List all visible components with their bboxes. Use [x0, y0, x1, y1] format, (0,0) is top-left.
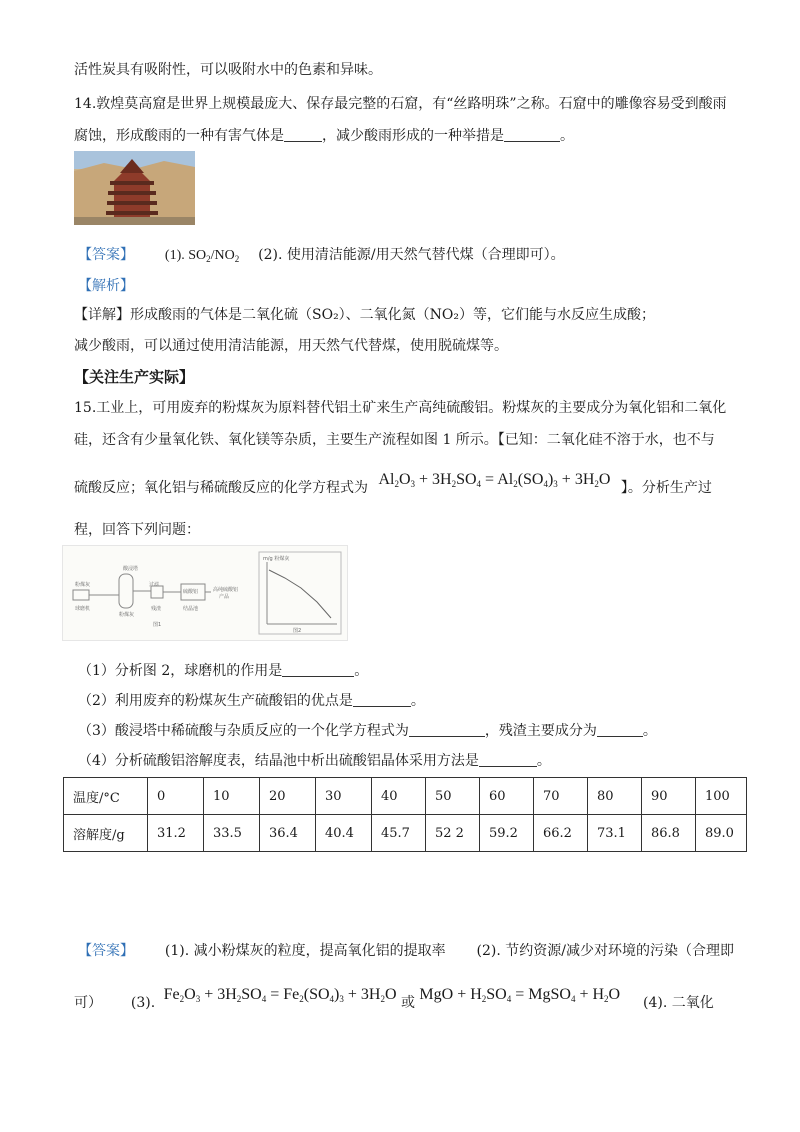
text-span: ，残渣主要成分为 [484, 723, 597, 739]
table-row [64, 778, 747, 815]
answer-part-2: (2). 节约资源/减少对环境的污染（合理即 [476, 943, 734, 959]
text-span: 腐蚀，形成酸雨的一种有害气体是 [74, 128, 284, 144]
text-span: 。 [354, 663, 369, 679]
text-span: ，减少酸雨形成的一种举措是 [322, 128, 504, 144]
flow-label: 酸浸塔 [123, 566, 139, 572]
question-15-line2: 硅，还含有少量氧化铁、氧化镁等杂质，主要生产流程如图 1 所示。【已知：二氧化硅不溶于水，也不与 [74, 432, 715, 448]
answer-15-line2 [74, 986, 714, 1017]
table-cell: 90 [642, 778, 696, 815]
detail-line2: 减少酸雨，可以通过使用清洁能源，用天然气代替煤，使用脱硫煤等。 [74, 338, 508, 354]
answer-14 [78, 245, 565, 269]
text-span: 硫酸反应；氧化铝与稀硫酸反应的化学方程式为 [74, 480, 368, 496]
section-title: 【关注生产实际】 [74, 368, 195, 386]
text-span: (1). SO [164, 248, 207, 263]
table-header-cell: 温度/°C [64, 778, 148, 815]
table-cell: 52 2 [426, 815, 480, 852]
flow-label: 粉煤灰 [119, 612, 135, 618]
text-span: 可） [74, 995, 102, 1011]
figure-caption: 图1 [153, 622, 162, 628]
equation-al2o3: $Al_2O_3 + 3H_2SO_4 = Al_2(SO_4)_3 + 3H_2O$ [378, 471, 611, 489]
answer-15-line1 [78, 941, 734, 961]
table-cell: 73.1 [588, 815, 642, 852]
text-span: （4）分析硫酸铝溶解度表，结晶池中析出硫酸铝晶体采用方法是 [78, 753, 479, 769]
answer-part-1: (1). 减小粉煤灰的粒度，提高氧化铝的提取率 [164, 943, 446, 959]
table-cell: 50 [426, 778, 480, 815]
table-cell: 20 [260, 778, 316, 815]
flow-label: 球磨机 [75, 606, 91, 612]
table-cell: 30 [316, 778, 372, 815]
table-header-cell: 溶解度/g [64, 815, 148, 852]
answer-blank[interactable] [504, 127, 560, 142]
table-cell: 31.2 [148, 815, 204, 852]
table-cell: 80 [588, 778, 642, 815]
flow-label: 高纯硫酸铝 [213, 587, 239, 593]
table-cell: 100 [696, 778, 747, 815]
answer-blank[interactable] [597, 722, 643, 737]
table-cell: 36.4 [260, 815, 316, 852]
text-span: 】。分析生产过 [620, 480, 712, 496]
table-cell: 86.8 [642, 815, 696, 852]
table-cell: 66.2 [534, 815, 588, 852]
question-14-line2 [74, 126, 574, 146]
process-flow-figure [62, 545, 348, 641]
text-span: （2）利用废弃的粉煤灰生产硫酸铝的优点是 [78, 693, 353, 709]
sub-question-1 [78, 661, 368, 681]
table-cell: 0 [148, 778, 204, 815]
graph-title: m/g 粉煤灰 [263, 556, 290, 562]
question-15-line3 [74, 471, 712, 502]
flow-label: 过滤 [149, 582, 160, 588]
flow-label: 结晶池 [183, 606, 199, 612]
equation-fe2o3: $Fe_2O_3 + 3H_2SO_4 = Fe_2(SO_4)_3 + 3H_2O$ [163, 986, 397, 1004]
answer-blank[interactable] [353, 692, 411, 707]
table-cell: 60 [480, 778, 534, 815]
table-cell: 40.4 [316, 815, 372, 852]
text-span: 。 [536, 753, 551, 769]
table-cell: 89.0 [696, 815, 747, 852]
sub-question-3 [78, 721, 657, 741]
table-cell: 33.5 [204, 815, 260, 852]
table-cell: 70 [534, 778, 588, 815]
table-cell: 59.2 [480, 815, 534, 852]
analysis-tag: 【解析】 [78, 278, 134, 294]
flow-label: 残渣 [151, 606, 162, 612]
flow-label: 粉煤灰 [75, 582, 91, 588]
question-15-line4: 程，回答下列问题： [74, 522, 200, 538]
text-span: （1）分析图 2，球磨机的作用是 [78, 663, 283, 679]
answer-tag: 【答案】 [78, 943, 134, 959]
answer-blank[interactable] [284, 127, 322, 142]
answer-blank[interactable] [409, 722, 485, 737]
answer-part-4: (4). 二氧化 [642, 995, 714, 1011]
answer-part-1: (1). $SO_2/NO_2$ [164, 248, 240, 264]
text-span: （3）酸浸塔中稀硫酸与杂质反应的一个化学方程式为 [78, 723, 409, 739]
answer-part-2: (2). 使用清洁能源/用天然气替代煤（合理即可）。 [258, 247, 565, 263]
equation-mgo: MgO + $H_2SO_4$ = MgSO$_4$ + $H_2O$ [419, 986, 621, 1004]
text-span: 。 [642, 723, 657, 739]
question-15-line1: 15.工业上，可用废弃的粉煤灰为原料替代铝土矿来生产高纯硫酸铝。粉煤灰的主要成分为氧化铝和二氧化 [74, 400, 727, 416]
figure-caption: 图2 [293, 628, 302, 634]
solubility-table [63, 777, 747, 852]
mogao-cave-photo [74, 151, 195, 225]
table-cell: 40 [372, 778, 426, 815]
text-span: /NO [210, 248, 235, 263]
answer-tag: 【答案】 [78, 247, 134, 263]
flow-label: 产品 [219, 594, 230, 600]
sub-question-2 [78, 691, 425, 711]
table-cell: 45.7 [372, 815, 426, 852]
text-span: 。 [410, 693, 425, 709]
or-text: 或 [400, 995, 415, 1011]
sub-question-4 [78, 751, 551, 771]
answer-part-3: (3). [130, 995, 156, 1011]
table-cell: 10 [204, 778, 260, 815]
answer-blank[interactable] [282, 662, 354, 677]
answer-blank[interactable] [479, 752, 537, 767]
text-span: 。 [560, 128, 574, 144]
question-14-line1: 14.敦煌莫高窟是世界上规模最庞大、保存最完整的石窟，有“丝路明珠”之称。石窟中的雕像容易受到酸雨 [74, 96, 727, 112]
table-row [64, 815, 747, 852]
flow-label: 硫酸铝 [183, 589, 199, 595]
paragraph-line: 活性炭具有吸附性，可以吸附水中的色素和异味。 [74, 62, 382, 78]
detail-line1: 【详解】形成酸雨的气体是二氧化硫（SO₂）、二氧化氮（NO₂）等，它们能与水反应生成酸； [74, 307, 656, 323]
